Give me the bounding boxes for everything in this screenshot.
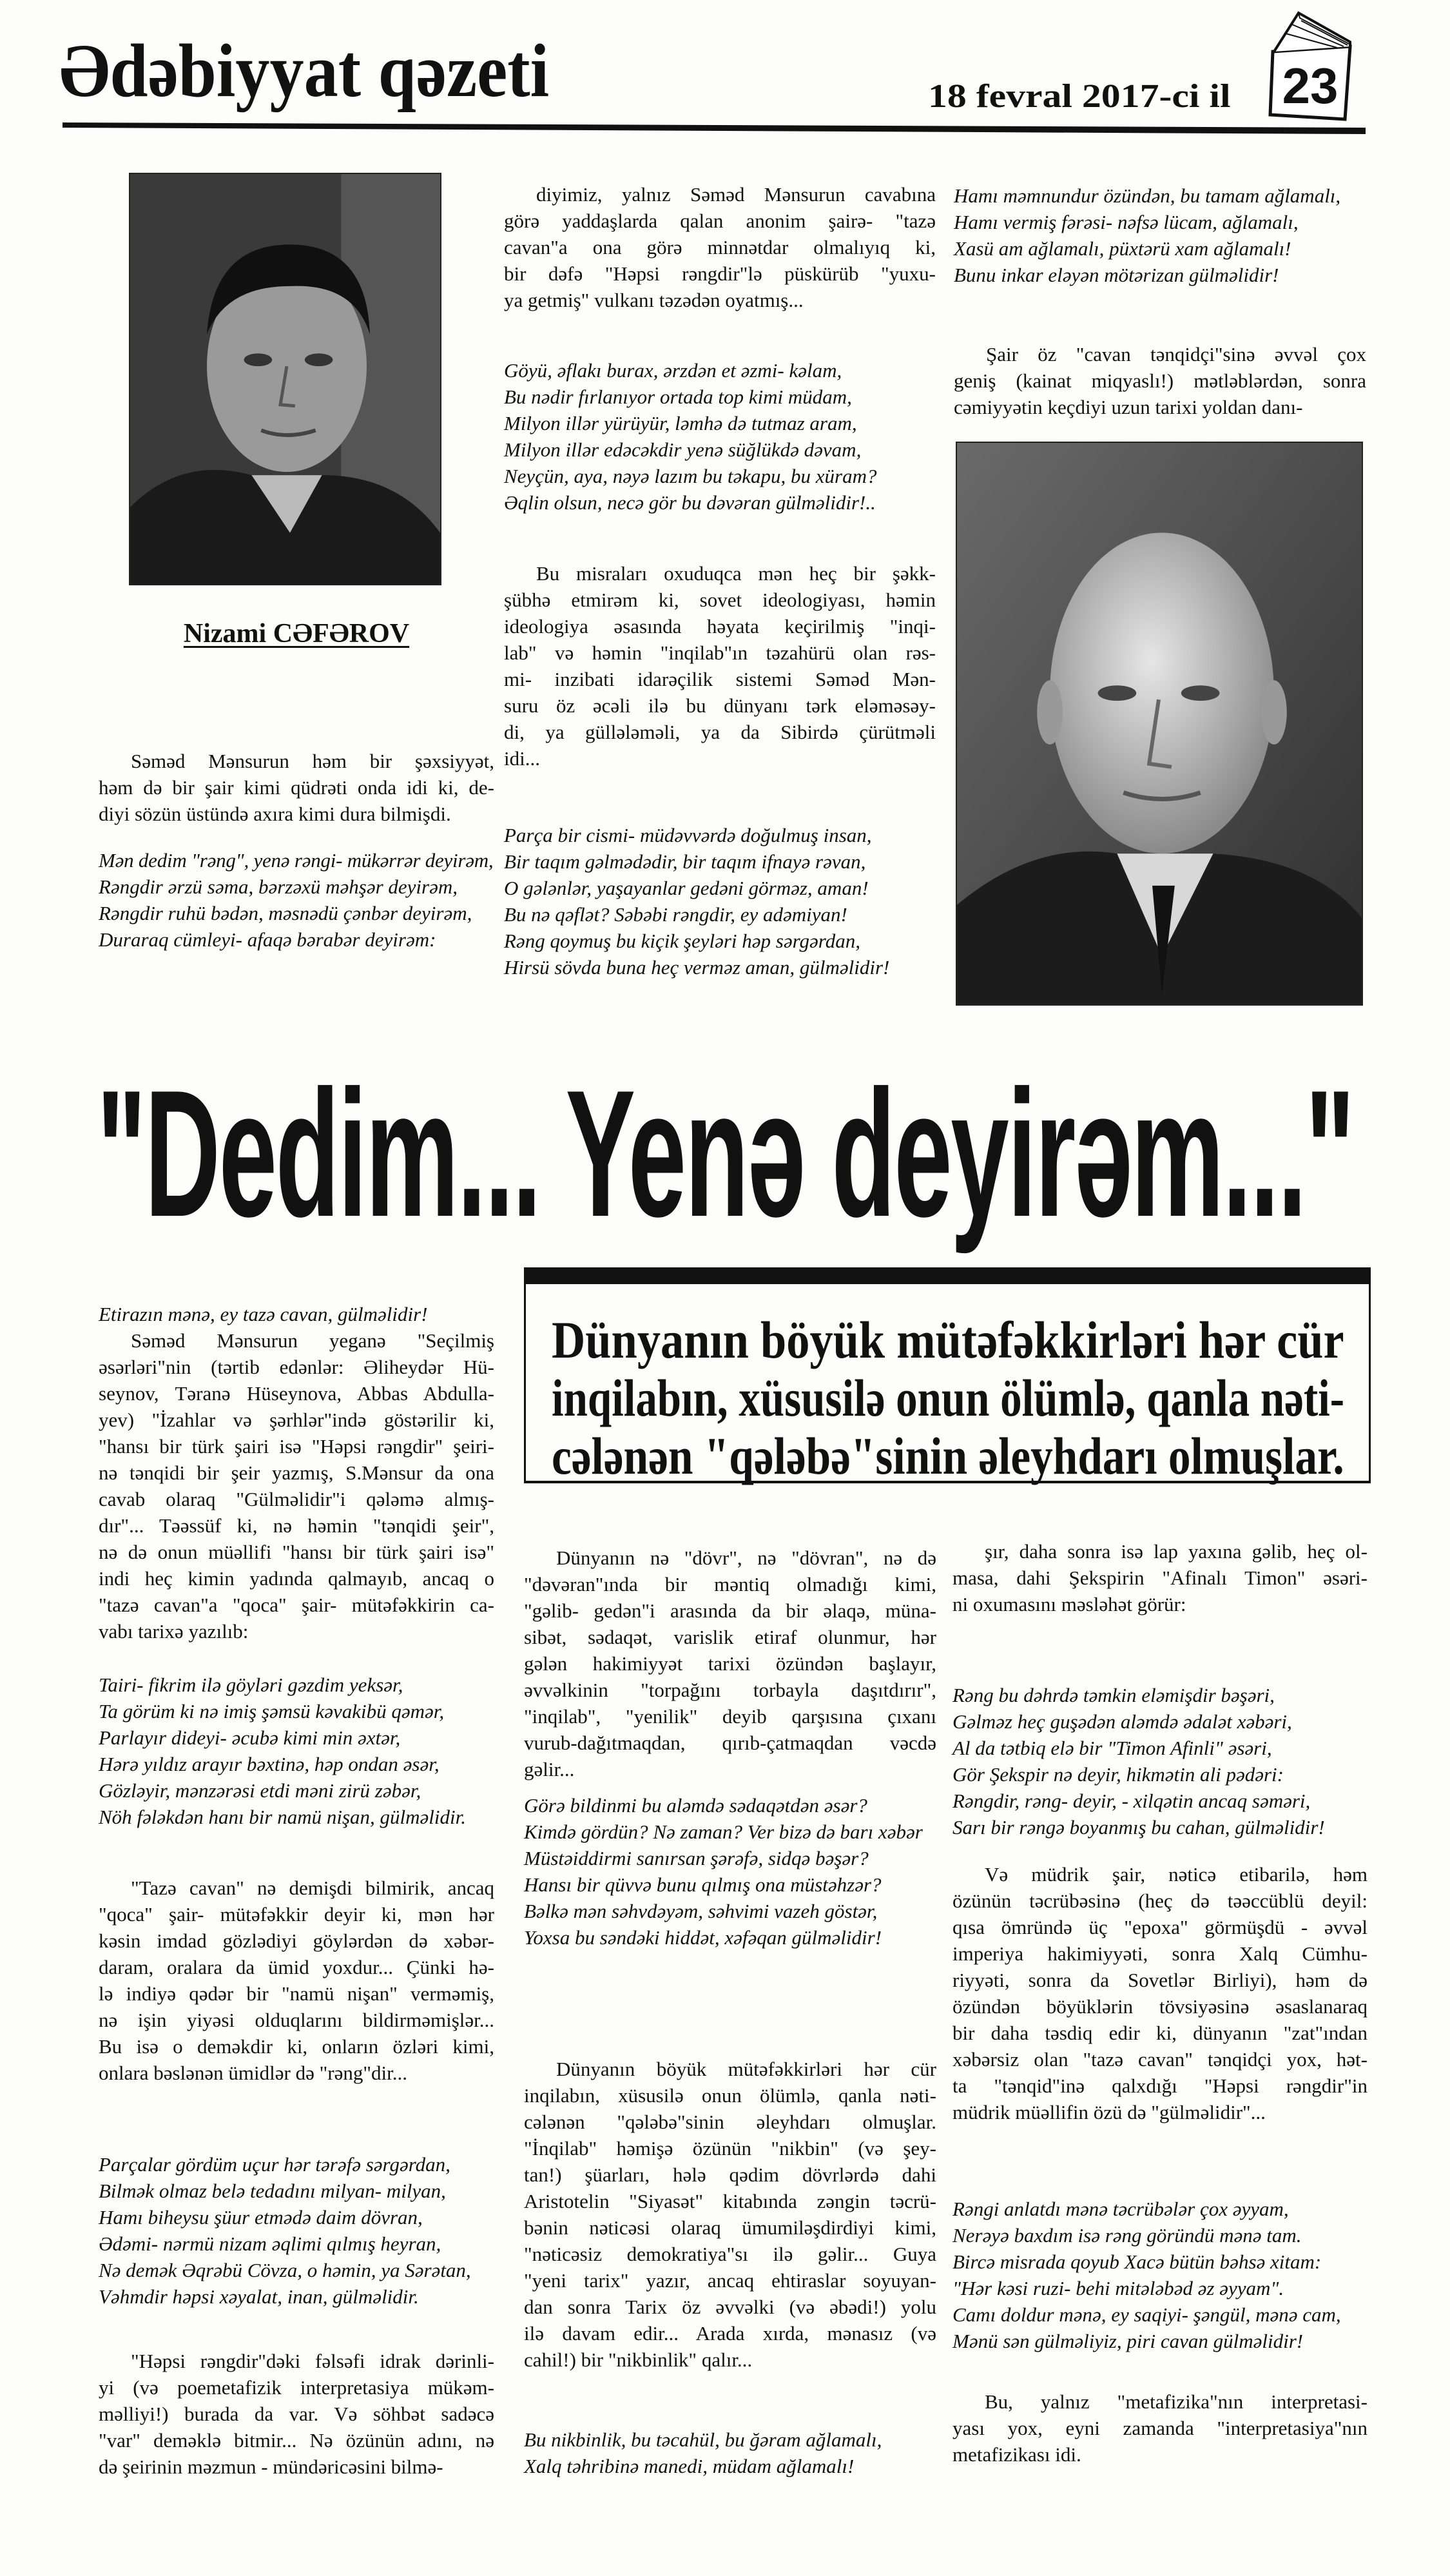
verse-line: Etirazın mənə, ey tazə cavan, gülməlidir!: [99, 1303, 428, 1325]
paragraph-line: "nəticəsiz demokratiya"sı ilə gəlir... Guya: [524, 2243, 936, 2265]
paragraph-line: idi...: [504, 747, 540, 770]
body-paragraph: [524, 2056, 936, 2373]
paragraph-line: ni oxumasını məsləhət görür:: [952, 1593, 1186, 1615]
paragraph-line: metafizikası idi.: [952, 2443, 1081, 2466]
paragraph-line: gələn hakimiyyət tarixi özündən başlayır,: [524, 1652, 936, 1675]
body-paragraph: [504, 181, 936, 313]
paragraph-line: Aristotelin "Siyasət" kitabında zəngin təcrü-: [524, 2190, 936, 2212]
paragraph-line: məlliyi!) burada da var. Və söhbət sadəcə: [99, 2403, 494, 2425]
verse-line: Bilmək olmaz belə tedadını milyan- milyan,: [99, 2180, 446, 2202]
paragraph-line: ya getmiş" vulkanı təzədən oyatmış...: [504, 289, 804, 311]
paragraph-line: "gəlib- gedən"i arasında da bir əlaqə, müna-: [524, 1599, 936, 1622]
poet-portrait-image: [957, 443, 1362, 1004]
body-paragraph: [504, 560, 936, 772]
verse-line: Xasü am ağlamalı, püxtərü xam ağlamalı!: [954, 237, 1291, 260]
newspaper-title: Ədəbiyyat qəzeti: [59, 28, 550, 113]
paragraph-line: "yeni tarix" yazır, ancaq ehtiraslar soyuyan-: [524, 2269, 936, 2292]
paragraph-line: Və müdrik şair, nəticə etibarilə, həm: [985, 1863, 1368, 1886]
author-name: Nizami CƏFƏROV: [183, 619, 410, 649]
paragraph-line: sibət, sədaqət, varislik etiraf olunmur, hər: [524, 1626, 936, 1648]
verse-line: Parçalar gördüm uçur hər tərəfə sərgərdan,: [99, 2153, 450, 2176]
paragraph-line: bir dəfə "Həpsi rəngdir"lə püskürüb "yuxu-: [504, 262, 936, 285]
paragraph-line: lə indiyə qədər bir "namü nişan" verməmiş,: [99, 1982, 494, 2005]
paragraph-line: mi- inzibati idarəçilik sistemi Səməd Mən-: [504, 668, 936, 690]
paragraph-line: nə işin yiyəsi olduqlarını bildirməmişlər...: [99, 2009, 494, 2031]
paragraph-line: yev) "İzahlar və şərhlər"ində göstərilir ki,: [99, 1409, 494, 1431]
body-paragraph: [952, 1861, 1368, 2125]
verse-line: Göyü, əflakı burax, ərzdən et əzmi- kəlam,: [504, 359, 842, 382]
verse-line: Neyçün, aya, nəyə lazım bu təkapu, bu xüram?: [504, 465, 877, 487]
paragraph-line: nə də onun müəllifi "hansı bir türk şairi isə": [99, 1541, 494, 1563]
paragraph-line: əvvəlkinin "torpağını torbayla daşıtdırır",: [524, 1679, 936, 1701]
body-paragraph: [954, 341, 1366, 420]
paragraph-line: yi (və poemetafizik interpretasiya mükəm-: [99, 2376, 494, 2399]
pull-quote-line: cələnən "qələbə"sinin əleyhdarı olmuşlar.: [552, 1427, 1344, 1485]
poem-stanza: [952, 1682, 1368, 1840]
poem-stanza: [524, 2426, 936, 2479]
verse-line: Kimdə gördün? Nə zaman? Ver bizə də barı xəbər: [524, 1820, 923, 1843]
author-photo: [129, 173, 441, 585]
verse-line: Al da tətbiq elə bir "Timon Afinli" əsəri,: [952, 1737, 1272, 1759]
verse-line: Ədəmi- nərmü nizam əqlimi qılmış heyran,: [99, 2232, 441, 2255]
author-portrait-image: [130, 174, 440, 584]
paragraph-line: bənin nəticəsi olaraq ümumiləşdirdiyi kimi,: [524, 2216, 936, 2239]
verse-line: Sarı bir rəngə boyanmış bu cahan, gülməlidir!: [952, 1816, 1325, 1839]
verse-line: Milyon illər edəcəkdir yenə süğlükdə dəvam,: [504, 438, 862, 461]
verse-line: Vəhmdir həpsi xəyalat, inan, gülməlidir.: [99, 2285, 419, 2308]
paragraph-line: Bu, yalnız "metafizika"nın interpretasi-: [985, 2390, 1368, 2413]
paragraph-line: seynov, Təranə Hüseynova, Abbas Abdulla-: [99, 1382, 494, 1405]
verse-line: Gözləyir, mənzərəsi etdi məni zirü zəbər,: [99, 1779, 421, 1802]
paragraph-line: daram, oralara da ümid yoxdur... Çünki hə-: [99, 1956, 494, 1978]
paragraph-line: qısa ömründə üç "epoxa" görmüşdü - əvvəl: [952, 1916, 1368, 1938]
paragraph-line: "tazə cavan"a "qoca" şair- mütəfəkkirin ca-: [99, 1594, 494, 1616]
paragraph-line: cəmiyyətin keçdiyi uzun tarixi yoldan danı-: [954, 396, 1303, 418]
verse-line: Gəlməz heç guşədən aləmdə ədalət xəbəri,: [952, 1710, 1292, 1733]
verse-line: Görə bildinmi bu aləmdə sədaqətdən əsər?: [524, 1794, 867, 1817]
verse-line: Hansı bir qüvvə bunu qılmış ona müstəhzər?: [524, 1873, 882, 1896]
paragraph-line: suru öz əcəli ilə bu dünyanı tərk eləməsəy-: [504, 694, 936, 717]
paragraph-line: cələnən "qələbə"sinin əleyhdarı olmuşlar.: [524, 2111, 936, 2133]
paragraph-line: Şair öz "cavan tənqidçi"sinə əvvəl çox: [986, 343, 1366, 366]
paragraph-line: bir daha təsdiq edir ki, dünyanın "zat"ından: [952, 2022, 1368, 2044]
verse-line: Rəng qoymuş bu kiçik şeyləri həp sərgərdan,: [504, 930, 860, 952]
paragraph-line: Səməd Mənsurun həm bir şəxsiyyət,: [131, 750, 494, 772]
verse-line: Milyon illər yürüyür, ləmhə də tutmaz aram,: [504, 412, 857, 434]
paragraph-line: cavab olaraq "Gülməlidir"i qələmə almış-: [99, 1488, 494, 1510]
verse-line: O gələnlər, yaşayanlar gedəni görməz, aman!: [504, 877, 869, 899]
paragraph-line: dır"... Təəssüf ki, nə həmin "tənqidi şeir",: [99, 1514, 494, 1537]
paragraph-line: də şeirinin məzmun - mündəricəsini bilmə-: [99, 2455, 443, 2478]
poet-photo: [956, 442, 1363, 1006]
paragraph-line: əsərləri"nin (tərtib edənlər: Əliheydər Hü-: [99, 1356, 494, 1378]
body-paragraph: [99, 1875, 494, 2086]
paragraph-line: gəlir...: [524, 1758, 575, 1781]
body-paragraph: [524, 1545, 936, 1782]
poem-stanza: [504, 822, 936, 981]
issue-date: 18 fevral 2017-ci il: [928, 78, 1231, 115]
paragraph-line: Dünyanın nə "dövr", nə "dövran", nə də: [556, 1547, 936, 1569]
paragraph-line: həm də bir şair kimi qüdrəti onda idi ki, de-: [99, 776, 494, 799]
paragraph-line: "Həpsi rəngdir"dəki fəlsəfi idrak dərinli-: [131, 2350, 494, 2372]
poem-stanza: [952, 2196, 1368, 2354]
verse-line: Bir taqım gəlmədədir, bir taqım ifnayə rəvan,: [504, 850, 866, 873]
verse-line: Hirsü sövda buna heç verməz aman, gülməlidir!: [504, 956, 890, 979]
headline: "Dedim... Yenə deyirəm...": [97, 1053, 1354, 1254]
paragraph-line: indi heç kimin yadında qalmayıb, ancaq o: [99, 1567, 494, 1590]
paragraph-line: özündən böyüklərin tövsiyəsinə əsaslanaraq: [952, 1995, 1368, 2018]
paragraph-line: "Tazə cavan" nə demişdi bilmirik, ancaq: [131, 1877, 494, 1899]
poem-stanza: [504, 357, 936, 516]
verse-line: Tairi- fikrim ilə göyləri gəzdim yeksər,: [99, 1673, 403, 1696]
poem-stanza: [524, 1792, 936, 1951]
paragraph-line: ideologiya əsasında həyata keçirilmiş "inqi-: [504, 615, 936, 638]
paragraph-line: imperiya hakimiyyəti, sonra Xalq Cümhu-: [952, 1942, 1368, 1965]
paragraph-line: "qoca" şair- mütəfəkkir deyir ki, mən hər: [99, 1903, 494, 1926]
poem-closing-line: [99, 1301, 494, 1327]
verse-line: Bu nə qəflət? Səbəbi rəngdir, ey adəmiyan!: [504, 903, 847, 926]
body-paragraph: [99, 2348, 494, 2480]
verse-line: "Hər kəsi ruzi- behi mitələbəd əz əyyam".: [952, 2277, 1284, 2299]
verse-line: Rəngdir, rəng- deyir, - xilqətin ancaq səməri,: [952, 1790, 1311, 1812]
page-number-book-icon: [1253, 6, 1369, 122]
paragraph-line: "dəvəran"ında bir məntiq olmadığı kimi,: [524, 1573, 936, 1595]
verse-line: Rəng bu dəhrdə təmkin eləmişdir bəşəri,: [952, 1684, 1275, 1706]
verse-line: Nerəyə baxdım isə rəng göründü mənə tam.: [952, 2224, 1302, 2247]
poem-stanza: [99, 1672, 494, 1830]
paragraph-line: cahil!) bir "nikbinlik" qalır...: [524, 2348, 753, 2371]
paragraph-line: özünün təcrübəsinə (heç də təəccüblü deyil:: [952, 1889, 1368, 1912]
paragraph-line: Səməd Mənsurun yeganə "Seçilmiş: [131, 1329, 494, 1352]
verse-line: Hamı məmnundur özündən, bu tamam ağlamalı,: [954, 184, 1341, 207]
verse-line: Xalq təhribinə manedi, müdam ağlamalı!: [524, 2455, 855, 2477]
paragraph-line: ilə davam edir... Arada xırda, mənasız (və: [524, 2322, 936, 2345]
paragraph-line: "İnqilab" həmişə özünün "nikbin" (və şey-: [524, 2137, 936, 2160]
verse-line: Mən dedim "rəng", yenə rəngi- mükərrər deyirəm,: [99, 849, 494, 872]
pull-quote-line: Dünyanın böyük mütəfəkkirləri hər cür: [552, 1311, 1344, 1369]
masthead-rule: [63, 120, 1366, 134]
verse-line: Rəngi anlatdı mənə təcrübələr çox əyyam,: [952, 2198, 1289, 2220]
paragraph-line: "hansı bir türk şairi isə "Həpsi rəngdir" şeiri-: [99, 1435, 494, 1458]
paragraph-line: nə tənqidi bir şeir yazmış, S.Mənsur da ona: [99, 1461, 494, 1484]
body-paragraph: [952, 1538, 1368, 1617]
paragraph-line: Bu misraları oxuduqca mən heç bir şəkk-: [536, 562, 936, 585]
paragraph-line: xəbərsiz olan "tazə cavan" tənqidçi yox, hət-: [952, 2048, 1368, 2071]
verse-line: Rəngdir ərzü səma, bərzəxü məhşər deyirəm,: [99, 875, 458, 898]
paragraph-line: kəsin imdad gözlədiyi göylərdən də xəbər-: [99, 1929, 494, 1952]
poem-stanza: [99, 847, 494, 953]
verse-line: Bu nədir fırlanıyor ortada top kimi müdam,: [504, 385, 852, 408]
intro-paragraph: [99, 748, 494, 827]
verse-line: Parlayır dideyi- əcubə kimi min əxtər,: [99, 1726, 401, 1749]
paragraph-line: geniş (kainat miqyaslı!) mətləblərdən, sonra: [954, 369, 1366, 392]
verse-line: Bircə misrada qoyub Xacə bütün bəhsə xitam:: [952, 2250, 1322, 2273]
poem-stanza: [954, 182, 1366, 288]
paragraph-line: vurub-dağıtmaqdan, qırıb-çatmaqdan vəcdə: [524, 1732, 936, 1754]
paragraph-line: görə yaddaşlarda qalan anonim şairə- "tazə: [504, 210, 936, 232]
paragraph-line: ta "tənqid"inə qalxdığı "Həpsi rəngdir"in: [952, 2074, 1368, 2097]
paragraph-line: dan sonra Tarix öz əvvəlki (və əbədi!) yolu: [524, 2296, 936, 2318]
verse-line: Ta görüm ki nə imiş şəmsü kəvakibü qəmər,: [99, 1700, 445, 1722]
body-paragraph: [99, 1327, 494, 1644]
paragraph-line: riyyəti, sonra da Sovetlər Birliyi), həm də: [952, 1969, 1368, 1991]
verse-line: Hamı biheysu şüur etmədə daim dövran,: [99, 2206, 423, 2229]
paragraph-line: Dünyanın böyük mütəfəkkirləri hər cür: [556, 2058, 936, 2080]
verse-line: Hamı vermiş fərəsi- nəfsə lücam, ağlamalı,: [954, 211, 1299, 233]
pull-quote-line: inqilabın, xüsusilə onun ölümlə, qanla nəti-: [552, 1369, 1345, 1427]
poem-stanza: [99, 2151, 494, 2310]
verse-line: Parça bir cismi- müdəvvərdə doğulmuş insan,: [504, 824, 872, 846]
verse-line: Bəlkə mən səhvdəyəm, səhvimi vazeh göstər,: [524, 1900, 878, 1922]
paragraph-line: diyi sözün üstündə axıra kimi dura bilmişdi.: [99, 803, 451, 825]
paragraph-line: müdrik müəllifin özü də "gülməlidir"...: [952, 2101, 1266, 2123]
paragraph-line: yası yox, eyni zamanda "interpretasiya"nın: [952, 2417, 1368, 2439]
verse-line: Bu nikbinlik, bu təcahül, bu ğəram ağlamalı,: [524, 2428, 882, 2451]
paragraph-line: masa, dahi Şekspirin "Afinalı Timon" əsəri-: [952, 1566, 1368, 1589]
paragraph-line: diyimiz, yalnız Səməd Mənsurun cavabına: [536, 183, 936, 206]
verse-line: Rəngdir ruhü bədən, məsnədü çənbər deyirəm,: [99, 902, 472, 924]
paragraph-line: "var" deməklə bitmir... Nə özünün adını, nə: [99, 2429, 494, 2452]
verse-line: Camı doldur mənə, ey saqiyi- şəngül, mənə cam,: [952, 2303, 1341, 2326]
paragraph-line: şır, daha sonra isə lap yaxına gəlib, heç ol-: [985, 1540, 1368, 1563]
verse-line: Müstəiddirmi sanırsan şərəfə, sidqə bəşər?: [524, 1847, 869, 1869]
paragraph-line: Bu isə o deməkdir ki, onların özləri kimi,: [99, 2035, 494, 2058]
verse-line: Yoxsa bu səndəki hiddət, xəfəqan gülməlidir!: [524, 1926, 882, 1949]
pull-quote-box: [524, 1267, 1371, 1483]
page-number: 23: [1282, 57, 1339, 114]
paragraph-line: vabı tarixə yazılıb:: [99, 1620, 249, 1643]
verse-line: Mənü sən gülməliyiz, piri cavan gülməlidir!: [952, 2330, 1304, 2352]
verse-line: Gör Şekspir nə deyir, hikmətin ali pədəri:: [952, 1763, 1284, 1786]
paragraph-line: şübhə etmirəm ki, sovet ideologiyası, həmin: [504, 589, 936, 611]
verse-line: Bunu inkar eləyən mötərizan gülməlidir!: [954, 264, 1279, 286]
paragraph-line: "inqilab", "yenilik" deyib qarşısına çıxanı: [524, 1705, 936, 1728]
paragraph-line: lab" və həmin "inqilab"ın təzahürü olan rəs-: [504, 641, 936, 664]
paragraph-line: inqilabın, xüsusilə onun ölümlə, qanla nəti-: [524, 2084, 936, 2107]
paragraph-line: tan!) şüarları, hələ qədim dövrlərdə dahi: [524, 2163, 936, 2186]
verse-line: Əqlin olsun, necə gör bu dəvəran gülməlidir!..: [504, 491, 876, 514]
verse-line: Nöh fələkdən hanı bir namü nişan, gülməlidir.: [99, 1806, 467, 1828]
paragraph-line: cavan"a ona görə minnətdar olmalıyıq ki,: [504, 236, 936, 259]
paragraph-line: onlara bəslənən ümidlər də "rəng"dir...: [99, 2062, 407, 2084]
paragraph-line: di, ya güllələməli, ya da Sibirdə çürütməli: [504, 721, 936, 743]
body-paragraph: [952, 2388, 1368, 2468]
verse-line: Hərə yıldız arayır bəxtinə, həp ondan əsər,: [99, 1753, 440, 1775]
verse-line: Duraraq cümleyi- afaqə bərabər deyirəm:: [99, 928, 436, 951]
verse-line: Nə demək Əqrəbü Cövza, o həmin, ya Sərətan,: [99, 2259, 471, 2281]
